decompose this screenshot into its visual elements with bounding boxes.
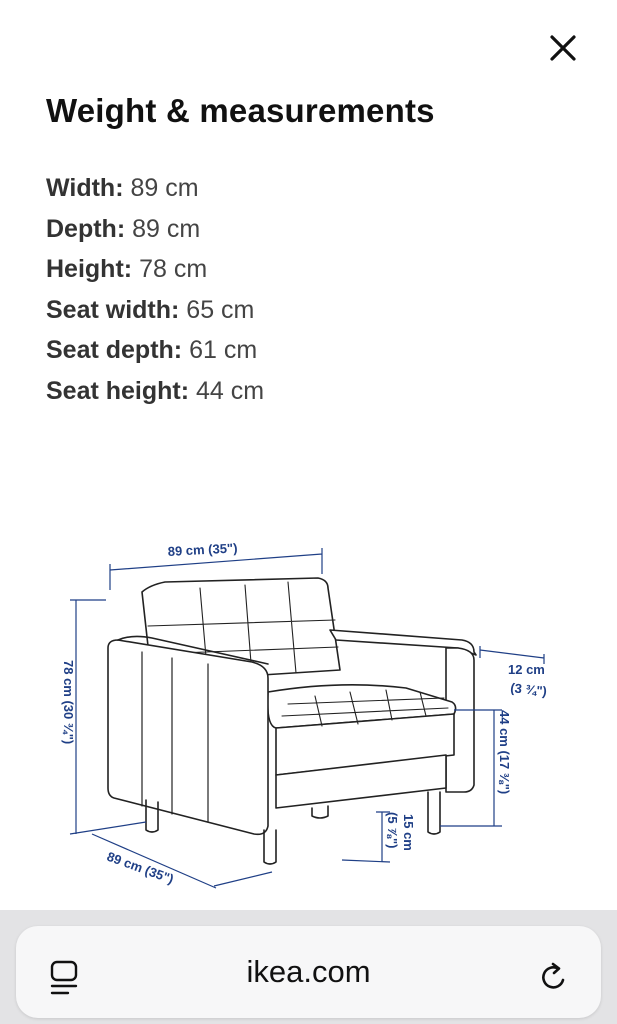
address-bar[interactable] xyxy=(16,926,601,1018)
armrest-dimension-label-inches: (3 ¾") xyxy=(509,680,548,699)
spec-label: Seat height: xyxy=(46,376,190,405)
tabs-button[interactable] xyxy=(44,958,84,998)
spec-label: Seat depth: xyxy=(46,336,183,364)
url-text[interactable]: ikea.com xyxy=(246,954,371,989)
spec-value: 89 cm xyxy=(132,214,201,243)
depth-dimension-label: 89 cm (35") xyxy=(104,848,176,887)
spec-label: Height: xyxy=(46,255,133,283)
reload-icon xyxy=(537,960,571,994)
spec-value: 61 cm xyxy=(189,336,258,364)
spec-label: Width: xyxy=(46,174,124,202)
armrest-dimension-label: 12 cm xyxy=(508,662,545,677)
seat-height-dimension-label: 44 cm (17 ⅜") xyxy=(497,710,512,795)
page-title: Weight & measurements xyxy=(46,92,435,129)
spec-height xyxy=(46,249,264,290)
width-dimension-label: 89 cm (35") xyxy=(167,540,238,559)
spec-seat-height xyxy=(46,371,264,412)
spec-value: 65 cm xyxy=(186,295,255,324)
armchair-dimension-diagram xyxy=(40,530,580,910)
specs-list xyxy=(46,168,264,411)
spec-seat-width xyxy=(46,290,264,331)
spec-value: 78 cm xyxy=(139,255,208,283)
spec-label: Seat width: xyxy=(46,295,180,324)
close-button[interactable] xyxy=(543,28,583,68)
height-dimension-label: 78 cm (30 ¾") xyxy=(61,660,76,745)
leg-height-dimension-label-inches: (5 ⅞") xyxy=(385,812,400,849)
armchair-drawing xyxy=(108,578,476,864)
spec-depth xyxy=(46,209,264,250)
spec-seat-depth xyxy=(46,330,264,371)
close-icon xyxy=(550,35,576,61)
browser-toolbar xyxy=(0,910,617,1024)
leg-height-dimension-label: 15 cm xyxy=(401,814,416,851)
tabs-icon xyxy=(47,959,81,997)
spec-label: Depth: xyxy=(46,214,126,243)
spec-width xyxy=(46,168,264,209)
spec-value: 44 cm xyxy=(196,376,265,405)
spec-value: 89 cm xyxy=(130,174,199,202)
reload-button[interactable] xyxy=(533,956,575,998)
